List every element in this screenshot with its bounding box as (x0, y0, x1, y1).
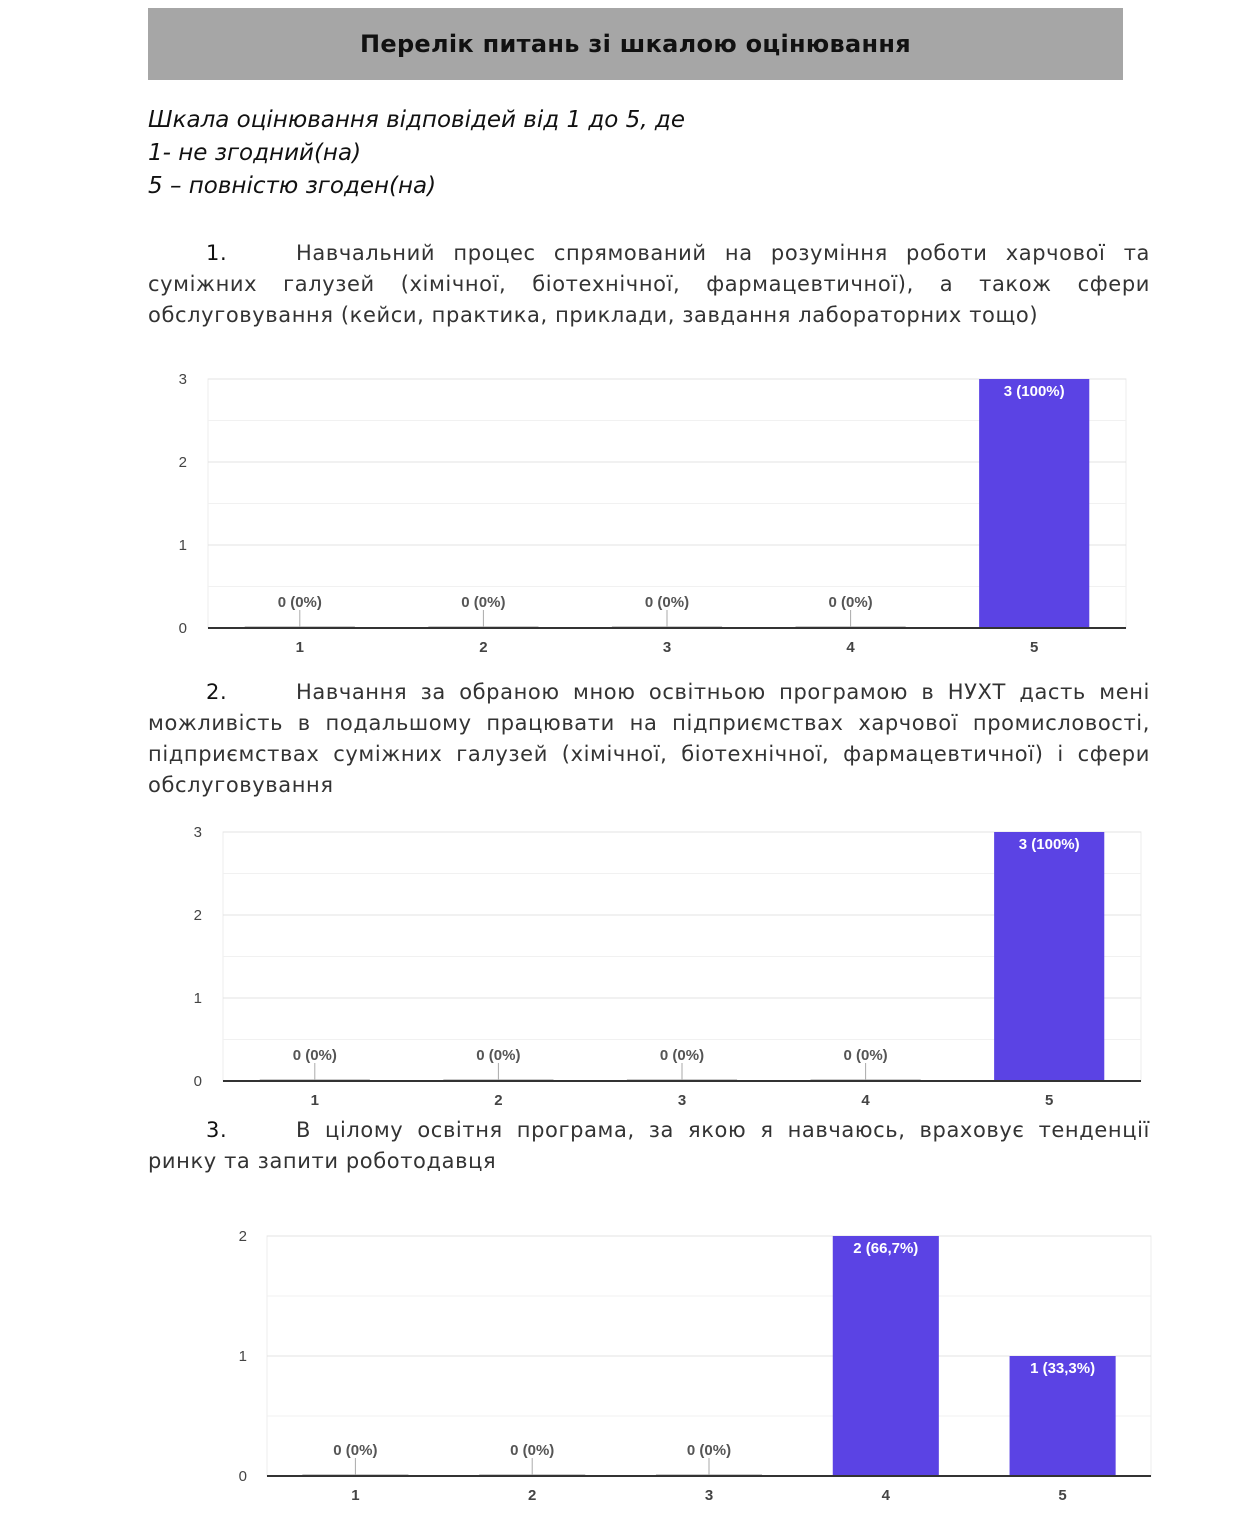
y-tick-label: 0 (178, 620, 187, 637)
bar (979, 379, 1089, 628)
y-tick-label: 1 (178, 537, 187, 554)
x-tick-label: 1 (295, 639, 304, 656)
y-tick-label: 3 (193, 824, 202, 841)
data-label: 3 (100%) (1018, 836, 1080, 853)
question-1 (148, 238, 1150, 331)
chart-question-3 (0, 1215, 1241, 1515)
bar (994, 832, 1104, 1081)
data-label: 0 (0%) (659, 1047, 705, 1064)
data-label: 1 (33,3%) (1030, 1360, 1096, 1377)
data-label: 0 (0%) (843, 1047, 888, 1064)
data-label: 0 (0%) (476, 1047, 521, 1064)
data-label: 0 (0%) (828, 594, 873, 611)
scale-line-2: 1- не згодний(на) (148, 140, 362, 166)
data-label: 0 (0%) (510, 1442, 555, 1459)
x-tick-label: 2 (479, 639, 488, 656)
bar (833, 1236, 939, 1476)
header-bar (148, 8, 1123, 80)
question-number: 2. (206, 680, 228, 704)
chart-question-2 (0, 812, 1241, 1112)
y-tick-label: 3 (178, 371, 187, 388)
question-number: 1. (206, 241, 228, 265)
data-label: 0 (0%) (461, 594, 506, 611)
data-label: 2 (66,7%) (853, 1240, 919, 1257)
data-label: 3 (100%) (1003, 383, 1065, 400)
x-tick-label: 2 (528, 1487, 537, 1504)
question-text: Навчання за обраною мною освітньою програмою в НУХТ дасть мені можливість в подальшому працювати на підприємствах харчової промисловості, підприємствах суміжних галузей (хімічної, біотехнічної, фармацевтичної) і сфери обслуговування (148, 680, 1150, 797)
x-tick-label: 3 (704, 1487, 714, 1504)
data-label: 0 (0%) (644, 594, 690, 611)
question-number: 3. (206, 1118, 228, 1142)
x-tick-label: 5 (1045, 1092, 1054, 1109)
question-text: Навчальний процес спрямований на розуміння роботи харчової та суміжних галузей (хімічної, біотехнічної, фармацевтичної), а також сфери обслуговування (кейси, практика, приклади, завдання лабораторних тощо) (148, 241, 1150, 327)
x-tick-label: 1 (351, 1487, 360, 1504)
question-3 (148, 1115, 1150, 1177)
x-tick-label: 3 (662, 639, 672, 656)
x-tick-label: 4 (846, 639, 855, 656)
data-label: 0 (0%) (333, 1442, 378, 1459)
y-tick-label: 2 (178, 454, 187, 471)
y-tick-label: 2 (193, 907, 202, 924)
data-label: 0 (0%) (277, 594, 322, 611)
question-text: В цілому освітня програма, за якою я навчаюсь, враховує тенденції ринку та запити роботодавця (148, 1118, 1150, 1173)
x-tick-label: 4 (881, 1487, 890, 1504)
page-title: Перелік питань зі шкалою оцінювання (359, 30, 911, 58)
y-tick-label: 2 (238, 1228, 247, 1245)
question-2 (148, 677, 1150, 801)
y-tick-label: 1 (238, 1348, 247, 1365)
data-label: 0 (0%) (686, 1442, 732, 1459)
x-tick-label: 2 (494, 1092, 503, 1109)
data-label: 0 (0%) (292, 1047, 337, 1064)
x-tick-label: 5 (1030, 639, 1039, 656)
x-tick-label: 1 (310, 1092, 319, 1109)
y-tick-label: 0 (193, 1073, 202, 1090)
scale-line-1: Шкала оцінювання відповідей від 1 до 5, де (148, 107, 685, 133)
x-tick-label: 3 (677, 1092, 687, 1109)
x-tick-label: 5 (1058, 1487, 1067, 1504)
rating-scale (148, 104, 685, 203)
y-tick-label: 0 (238, 1468, 247, 1485)
x-tick-label: 4 (861, 1092, 870, 1109)
scale-line-3: 5 – повністю згоден(на) (148, 173, 437, 199)
y-tick-label: 1 (193, 990, 202, 1007)
chart-question-1 (0, 360, 1241, 660)
